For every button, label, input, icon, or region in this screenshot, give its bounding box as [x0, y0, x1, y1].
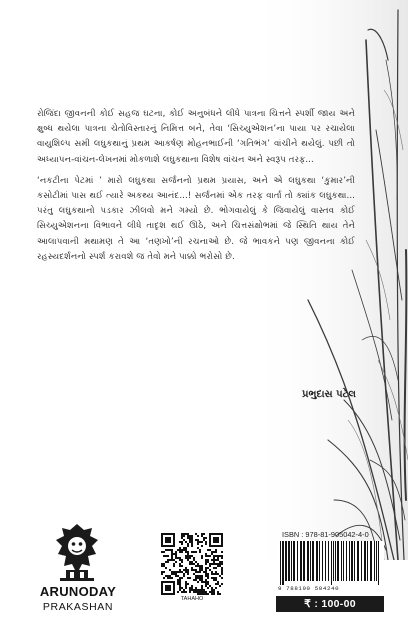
barcode	[276, 541, 384, 585]
barcode-digits: 9 788190 504240	[278, 585, 340, 592]
publisher-logo	[28, 522, 128, 627]
blurb-text	[37, 107, 355, 271]
qr-caption: TAHAHO	[180, 596, 204, 602]
publisher-name: ARUNODAY	[39, 584, 117, 599]
temple-figure-icon	[52, 522, 102, 582]
price-tag: ₹ : 100-00	[276, 596, 384, 612]
grass-illustration	[248, 0, 408, 560]
blurb-paragraph: રોજિંદા જીવનની કોઈ સહજ ઘટના, કોઈ અનુબંધને લીધે પાત્રના ચિત્તને સ્પર્શી જાય અને ક્ષુબ્ધ થયેલા પાત્રના ચેતોવિસ્તારનું નિમિત્ત બને, તેવા ‘સિચ્યુએશન’ના પાયા પર રચાયેલા વાયુશિલ્પ સમી લઘુકથાનું પ્રથમ આકર્ષણ મોહનભાઈની ‘ગતિભંગ’ વાંચીને થયેલું. પછી તો અધ્યાપન-વાંચન-લેખનમાં મોકળાશે લઘુકથાના વિશેષ વાંચન અને સ્વરૂપ તરફ...	[37, 109, 355, 165]
isbn-block	[276, 530, 388, 592]
author-name: પ્રભુદાસ પટેલ	[302, 389, 356, 400]
qr-code	[161, 533, 223, 613]
qr-code-image	[161, 533, 223, 595]
blurb-paragraph: ‘નકટીના પેટમાં ’ મારો લઘુકથા સર્જનનો પ્રથમ પ્રયાસ, અને એ લઘુકથા ‘કુમાર’ની કસોટીમાં પાસ થઈ ત્યારે અકથ્ય આનંદ...! સર્જનમાં એક તરફ વાર્તા તો ક્યાંક લઘુકથા... પરંતુ લઘુકથાનો પડકાર ઝીલવો મને ગમ્યો છે. ભોગવાયેલું કે જિવાયેલું વાસ્તવ કોઈ સિચ્યુએશનના વિભાવને લીધે તાદૃશ થઈ ઊઠે, અને ચિત્તસંક્ષોભમાં જે સ્થિતિ થાય તેને આલાપવાની મથામણ તે આ ‘તણખો’ની રચનાઓ છે. જે ભાવકને પણ જીવનના કોઈ રહસ્યદર્શનનો સ્પર્શ કરાવશે જ તેવો મને પાક્કો ભરોસો છે.	[37, 175, 355, 262]
isbn-label: ISBN : 978-81-905042-4-0	[282, 530, 369, 539]
publisher-sub: PRAKASHAN	[42, 601, 114, 613]
